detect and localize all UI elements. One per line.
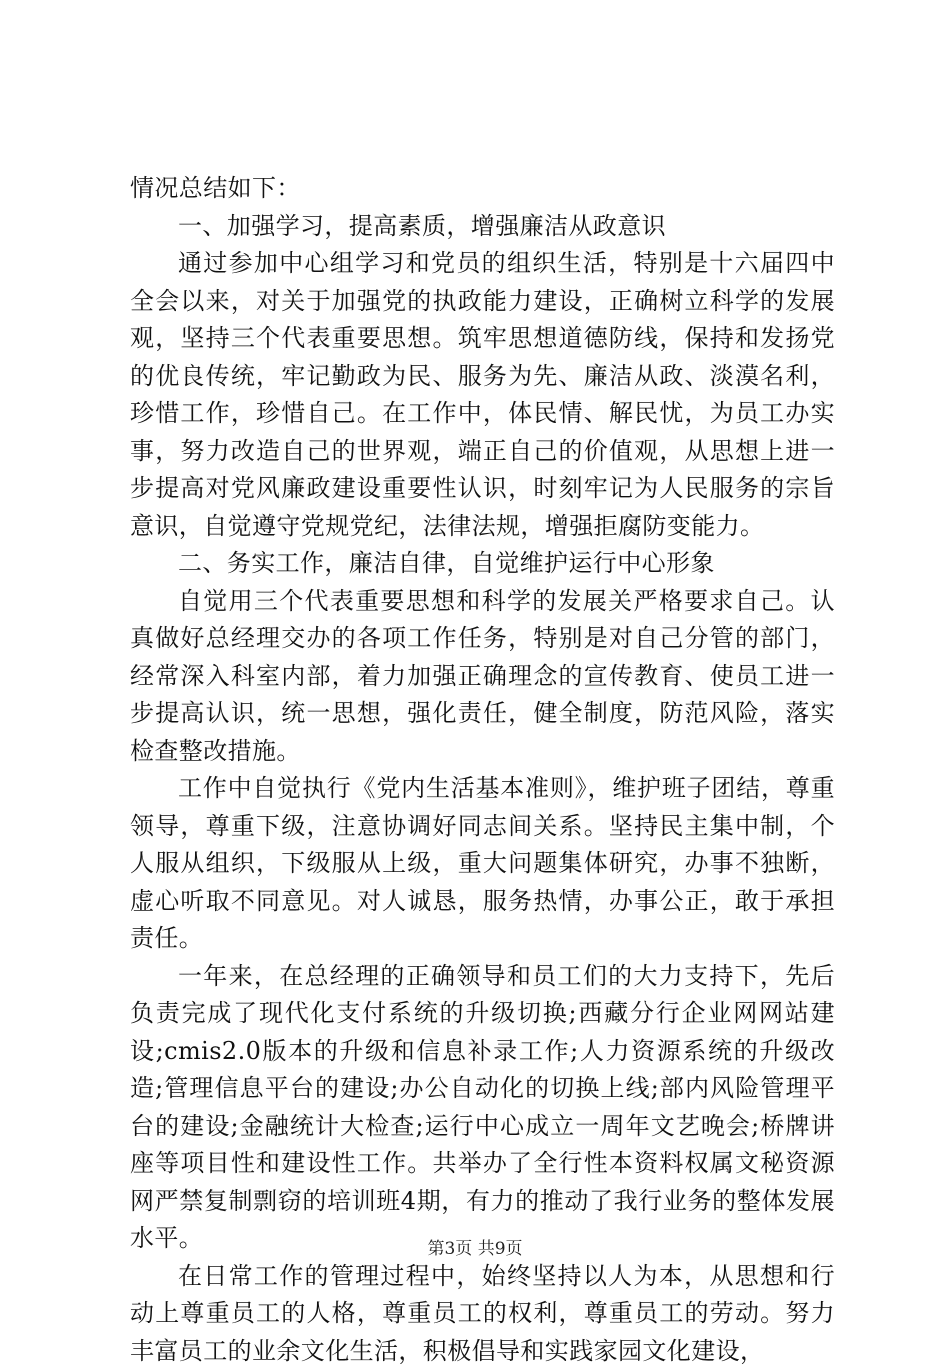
document-body — [130, 170, 835, 1370]
page-number-footer: 第3页 共9页 — [0, 1238, 950, 1260]
section-heading-2: 二、务实工作，廉洁自律，自觉维护运行中心形象 — [130, 545, 835, 583]
section-heading-1: 一、加强学习，提高素质，增强廉洁从政意识 — [130, 208, 835, 246]
paragraph-staff-management: 在日常工作的管理过程中，始终坚持以人为本，从思想和行动上尊重员工的人格，尊重员工的权利，尊重员工的劳动。努力丰富员工的业余文化生活，积极倡导和实践家园文化建设， — [130, 1258, 835, 1370]
paragraph-party-rules: 工作中自觉执行《党内生活基本准则》，维护班子团结，尊重领导，尊重下级，注意协调好同志间关系。坚持民主集中制，个人服从组织，下级服从上级，重大问题集体研究，办事不独断，虚心听取不同意见。对人诚恳，服务热情，办事公正，敢于承担责任。 — [130, 770, 835, 958]
paragraph-study: 通过参加中心组学习和党员的组织生活，特别是十六届四中全会以来，对关于加强党的执政能力建设，正确树立科学的发展观，坚持三个代表重要思想。筑牢思想道德防线，保持和发扬党的优良传统，牢记勤政为民、服务为先、廉洁从政、淡漠名利，珍惜工作，珍惜自己。在工作中，体民情、解民忧，为员工办实事，努力改造自己的世界观，端正自己的价值观，从思想上进一步提高对党风廉政建设重要性认识，时刻牢记为人民服务的宗旨意识，自觉遵守党规党纪，法律法规，增强拒腐防变能力。 — [130, 245, 835, 545]
paragraph-intro: 情况总结如下： — [130, 170, 835, 208]
paragraph-achievements: 一年来，在总经理的正确领导和员工们的大力支持下，先后负责完成了现代化支付系统的升级切换;西藏分行企业网网站建设;cmis2.0版本的升级和信息补录工作;人力资源系统的升级改造;管理信息平台的建设;办公自动化的切换上线;部内风险管理平台的建设;金融统计大检查;运行中心成立一周年文艺晚会;桥牌讲座等项目性和建设性工作。共举办了全行性本资料权属文秘资源网严禁复制剽窃的培训班4期，有力的推动了我行业务的整体发展水平。 — [130, 958, 835, 1258]
paragraph-self-discipline: 自觉用三个代表重要思想和科学的发展关严格要求自己。认真做好总经理交办的各项工作任务，特别是对自己分管的部门，经常深入科室内部，着力加强正确理念的宣传教育、使员工进一步提高认识，统一思想，强化责任，健全制度，防范风险，落实检查整改措施。 — [130, 583, 835, 771]
